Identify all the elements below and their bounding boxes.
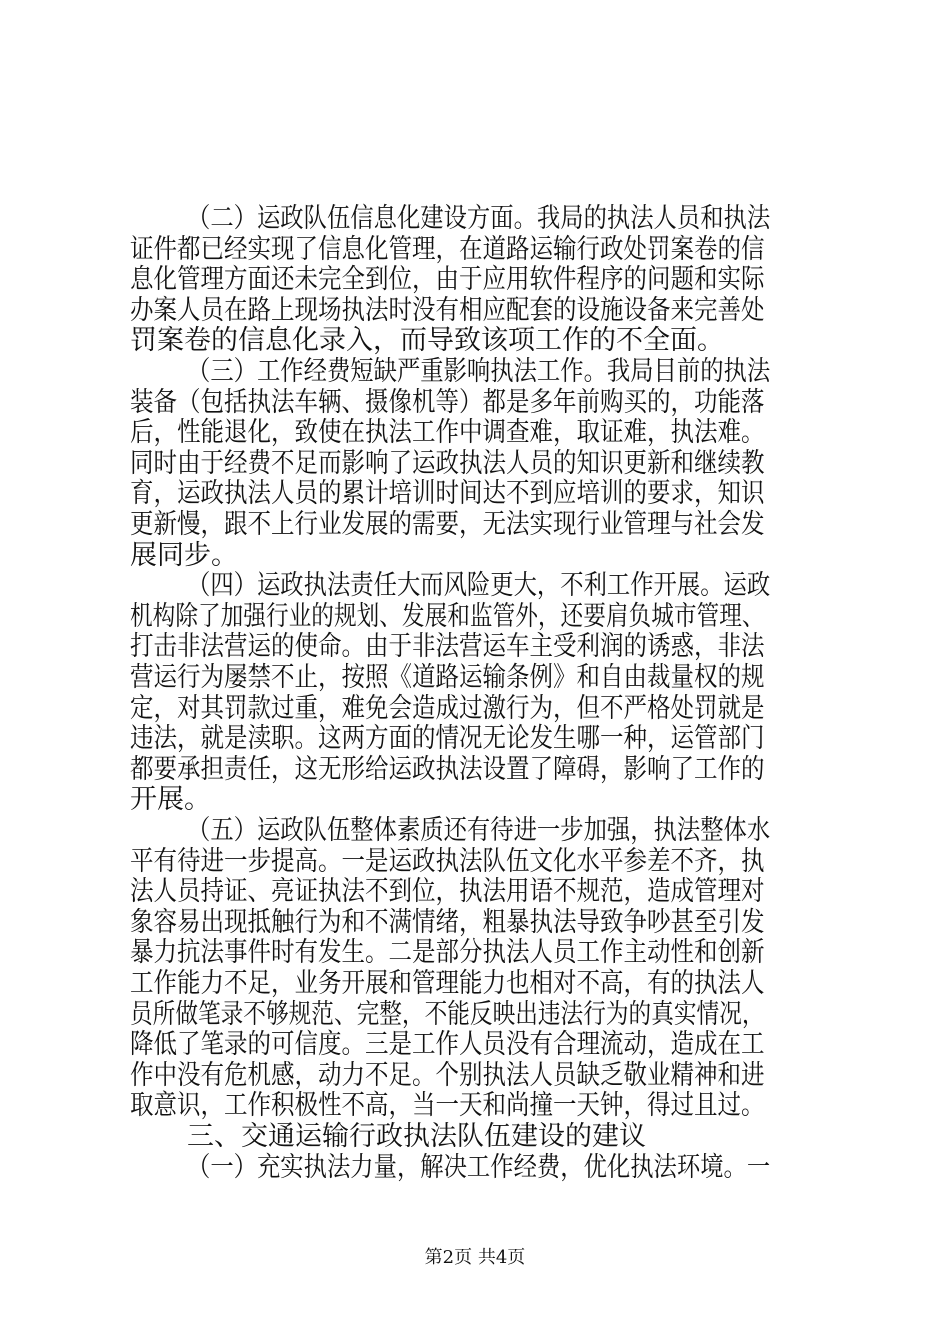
body-line: 息化管理方面还未完全到位，由于应用软件程序的问题和实际: [130, 264, 765, 296]
body-line: 机构除了加强行业的规划、发展和监管外，还要肩负城市管理、: [130, 600, 765, 632]
body-line: 都要承担责任，这无形给运政执法设置了障碍，影响了工作的: [130, 753, 765, 785]
body-line: 营运行为屡禁不止，按照《道路运输条例》和自由裁量权的规: [130, 662, 765, 693]
body-line: 取意识，工作积极性不高，当一天和尚撞一天钟，得过且过。: [130, 1090, 765, 1122]
body-line: 更新慢，跟不上行业发展的需要，无法实现行业管理与社会发: [130, 509, 765, 540]
body-line: 装备（包括执法车辆、摄像机等）都是多年前购买的，功能落: [130, 386, 765, 418]
body-line: 法人员持证、亮证执法不到位，执法用语不规范，造成管理对: [130, 876, 765, 908]
body-line: 违法，就是渎职。这两方面的情况无论发生哪一种，运管部门: [130, 723, 765, 755]
body-line: （四）运政执法责任大而风险更大，不利工作开展。运政: [187, 570, 771, 602]
body-line: （二）运政队伍信息化建设方面。我局的执法人员和执法: [187, 203, 771, 234]
body-line: （一）充实执法力量，解决工作经费，优化执法环境。一: [187, 1151, 771, 1183]
body-line: 开展。: [130, 784, 211, 816]
section-heading: 三、交通运输行政执法队伍建设的建议: [187, 1121, 646, 1152]
body-line: 证件都已经实现了信息化管理，在道路运输行政处罚案卷的信: [130, 233, 765, 265]
body-line: 平有待进一步提高。一是运政执法队伍文化水平参差不齐，执: [130, 845, 765, 877]
body-line: 办案人员在路上现场执法时没有相应配套的设施设备来完善处: [130, 294, 765, 326]
body-line: 育，运政执法人员的累计培训时间达不到应培训的要求，知识: [130, 478, 765, 510]
body-line: 罚案卷的信息化录入，而导致该项工作的不全面。: [130, 325, 724, 357]
body-line: 展同步。: [130, 539, 238, 571]
body-line: 作中没有危机感，动力不足。个别执法人员缺乏敬业精神和进: [130, 1059, 765, 1091]
body-line: 后，性能退化，致使在执法工作中调查难，取证难，执法难。: [130, 417, 765, 449]
body-line: 打击非法营运的使命。由于非法营运车主受利润的诱惑，非法: [130, 631, 765, 663]
body-line: （五）运政队伍整体素质还有待进一步加强，执法整体水: [187, 815, 771, 846]
body-line: （三）工作经费短缺严重影响执法工作。我局目前的执法: [187, 356, 771, 387]
body-line: 定，对其罚款过重，难免会造成过激行为，但不严格处罚就是: [130, 692, 765, 724]
body-line: 工作能力不足，业务开展和管理能力也相对不高，有的执法人: [130, 968, 765, 999]
body-line: 员所做笔录不够规范、完整，不能反映出违法行为的真实情况，: [130, 998, 765, 1030]
body-line: 暴力抗法事件时有发生。二是部分执法人员工作主动性和创新: [130, 937, 765, 969]
body-line: 象容易出现抵触行为和不满情绪，粗暴执法导致争吵甚至引发: [130, 906, 765, 938]
body-line: 同时由于经费不足而影响了运政执法人员的知识更新和继续教: [130, 447, 765, 479]
page-number-footer: 第2页 共4页: [424, 1247, 526, 1268]
body-line: 降低了笔录的可信度。三是工作人员没有合理流动，造成在工: [130, 1029, 765, 1061]
